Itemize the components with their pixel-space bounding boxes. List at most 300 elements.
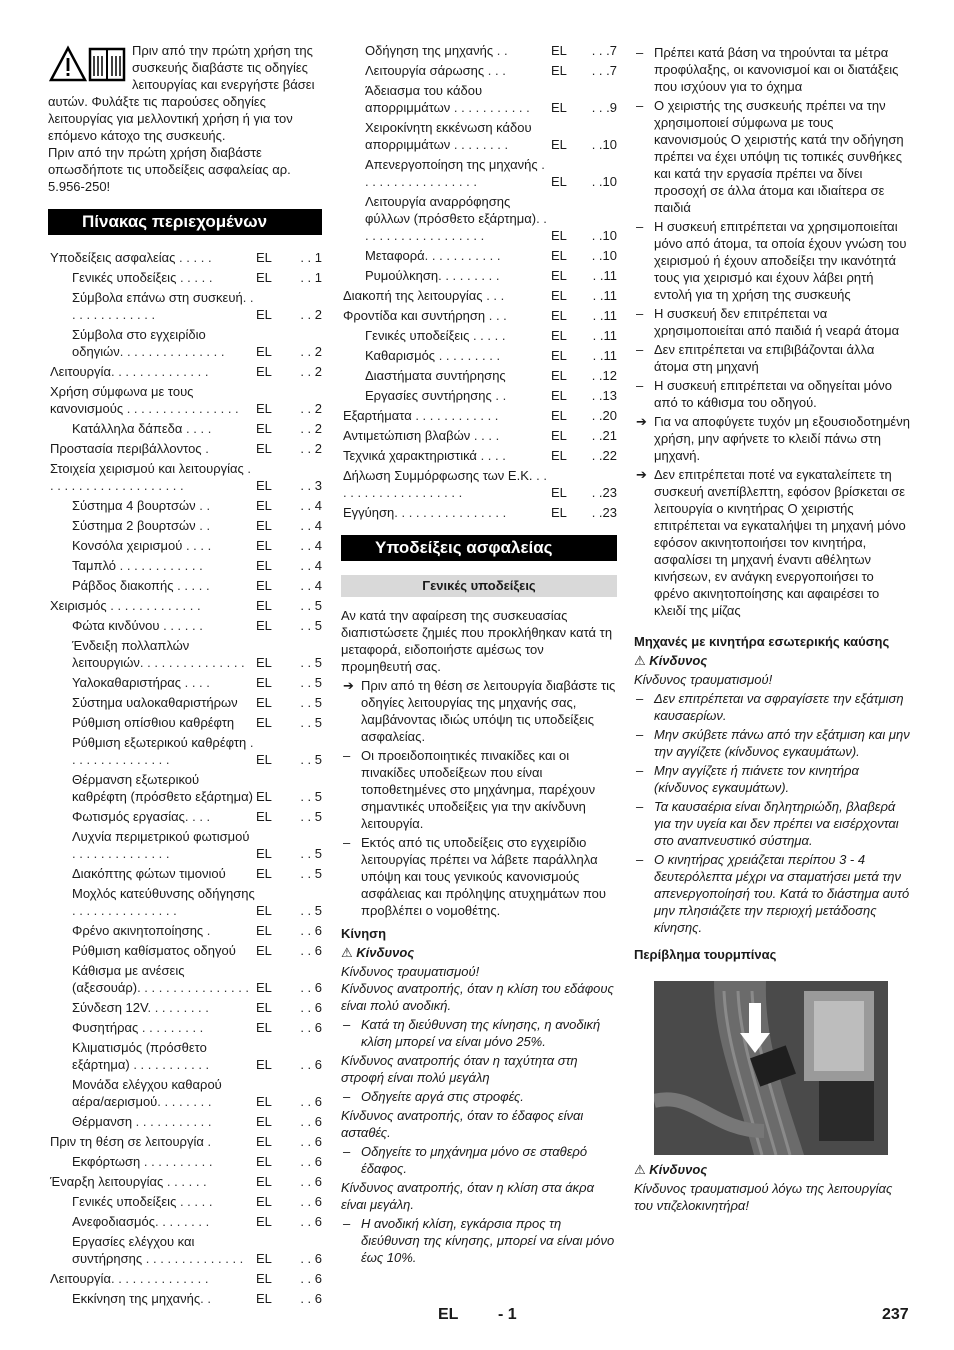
toc-entry-lang: EL [256, 364, 272, 379]
dash-marker: – [636, 763, 644, 778]
bullet-text: Η συσκευή επιτρέπεται να οδηγείται μόνο από το κάθισμα του οδηγού. [654, 378, 893, 410]
toc-entry-page: . .10 [591, 174, 617, 189]
toc-entry-page: . . 2 [300, 344, 322, 359]
warning-manual-icon [48, 44, 128, 84]
engine-instruction-text: Μην σκύβετε πάνω από την εξάτμιση και μην την αγγίζετε (κίνδυνος εγκαυμάτων). [654, 727, 910, 759]
toc-entry-text: Διαστήματα συντήρησης [365, 368, 506, 383]
toc-entry-dots: . . . . . . . . . . . . [411, 408, 499, 423]
toc-entry-lang: EL [551, 228, 567, 243]
toc-entry-text: Αντιμετώπιση βλαβών [343, 428, 471, 443]
column-middle [341, 42, 617, 1268]
toc-entry-page: . .12 [591, 368, 617, 383]
toc-entry-page: . . 4 [300, 498, 322, 513]
toc-entry-page: . . 5 [300, 809, 322, 824]
toc-entry-title [50, 383, 256, 417]
toc-entry-text: Φωτισμός εργασίας [72, 809, 185, 824]
toc-entry[interactable] [341, 367, 617, 384]
toc-entry-text: Γενικές υποδείξεις [72, 1194, 177, 1209]
toc-entry-title [72, 771, 256, 805]
toc-entry-lang: EL [256, 478, 272, 493]
toc-entry-title [50, 363, 256, 380]
toc-entry-text: Εργασίες ελέγχου και συντήρησης [72, 1234, 195, 1266]
toc-entry-dots: . . . . . . . . [450, 137, 509, 152]
toc-entry-text: Ταμπλό [72, 558, 117, 573]
toc-entry-text: Απενεργοποίηση της μηχανής [365, 157, 538, 172]
engine-photo-illustration [654, 981, 888, 1155]
bullet-text: Η συσκευή δεν επιτρέπεται να χρησιμοποιείται από παιδιά ή νεαρά άτομα [654, 306, 900, 338]
toc-entry[interactable] [48, 537, 322, 554]
toc-entry-title [50, 1173, 256, 1190]
toc-entry-lang: EL [256, 1114, 272, 1129]
toc-entry-text: Υποδείξεις ασφαλείας [50, 250, 176, 265]
toc-entry-title [72, 537, 256, 554]
toc-entry-text: Θέρμανση εξωτερικού καθρέφτη (πρόσθετο εξάρτημα) [72, 772, 253, 804]
bullet-text: Δεν επιτρέπεται ποτέ να εγκαταλείπετε τη συσκευή ανεπίβλεπτη, εφόσον βρίσκεται σε λειτουργία ο κινητήρας Ο χειριστής επιτρέπεται να εγκαταλήψει τη μηχανή μόνο εφόσον ακινητοποιήσει τον κινητήρα, ασφαλίσει τη μηχανή έναντι αθέλητων κινήσεων, εν ανάγκη ενεργοποιήσει το φρένο ακινητοποίησης και αφαιρέσει το κλειδί της μίζας [654, 467, 906, 618]
toc-entry[interactable] [48, 383, 322, 417]
toc-entry-lang: EL [551, 268, 567, 283]
toc-entry-dots: . [201, 441, 209, 456]
toc-entry[interactable] [48, 865, 322, 882]
toc-entry-text: Εργασίες συντήρησης [365, 388, 492, 403]
toc-entry-page: . . 2 [300, 421, 322, 436]
toc-entry-title [72, 714, 256, 731]
toc-entry[interactable] [48, 1233, 322, 1267]
toc-entry-lang: EL [256, 1291, 272, 1306]
toc-entry-page: . . 2 [300, 364, 322, 379]
toc-entry-text: Πριν τη θέση σε λειτουργία [50, 1134, 204, 1149]
intro-paragraph: Πριν από την πρώτη χρήση της συσκευής διαβάστε τις οδηγίες λειτουργίας και ενεργήστε βάσει αυτών. Φυλάξτε τις παρούσες οδηγίες λειτουργίας για μελλοντική χρήση ή για τον επόμενο κάτοχο της συσκευής. [48, 43, 315, 143]
toc-entry-page: . . 6 [300, 1114, 322, 1129]
toc-entry-title [72, 962, 256, 996]
toc-entry-page: . . 6 [300, 1214, 322, 1229]
toc-entry-page: . .22 [591, 448, 617, 463]
toc-entry[interactable] [48, 440, 322, 457]
toc-entry-dots: . . . . [182, 538, 212, 553]
toc-entry-page: . . 5 [300, 866, 322, 881]
toc-entry-page: . . 5 [300, 598, 322, 613]
toc-entry[interactable] [341, 504, 617, 521]
toc-entry-page: . . 5 [300, 789, 322, 804]
toc-entry[interactable] [48, 1213, 322, 1230]
engine-instruction [634, 762, 910, 796]
bullet-item [634, 44, 910, 95]
toc-entry[interactable] [48, 363, 322, 380]
motion-danger [341, 944, 617, 961]
toc-entry-title [72, 420, 256, 437]
bullet-text: Πριν από τη θέση σε λειτουργία διαβάστε τις οδηγίες λειτουργίας της μηχανής σας, λαμβάνοντας ιδιώς υπόψη τις υποδείξεις ασφαλείας. [361, 678, 616, 744]
safety-section-title: Υποδείξεις ασφαλείας [341, 535, 617, 561]
toc-entry-lang: EL [256, 1214, 272, 1229]
toc-entry-text: Σύστημα 4 βουρτσών [72, 498, 196, 513]
toc-entry-page: . . 5 [300, 695, 322, 710]
toc-entry[interactable] [341, 247, 617, 264]
toc-entry[interactable] [48, 674, 322, 691]
toc-entry-lang: EL [256, 307, 272, 322]
toc-entry-dots: . . . . . . . . . . . . . . . [119, 344, 225, 359]
toc-entry-lang: EL [551, 428, 567, 443]
dash-marker: – [343, 1089, 351, 1104]
bullet-marker: – [343, 748, 351, 763]
toc-entry-page: . .11 [592, 308, 617, 323]
toc-entry-text: Θέρμανση [72, 1114, 133, 1129]
intro-paragraph-safety: Πριν από την πρώτη χρήση διαβάστε οπωσδήποτε τις υποδείξεις ασφαλείας αρ. 5.956-250! [48, 145, 291, 194]
toc-entry-dots: . [203, 1134, 212, 1149]
toc-entry-dots: . . . . . . . . . . . [129, 1057, 210, 1072]
toc-entry-lang: EL [551, 408, 567, 423]
toc-entry-title [72, 326, 256, 360]
toc-entry-dots: . . . . . [173, 578, 210, 593]
toc-entry[interactable] [48, 517, 322, 534]
toc-entry-lang: EL [551, 505, 567, 520]
toc-entry-dots: . . . . . [176, 270, 213, 285]
toc-entry-title [343, 467, 551, 501]
toc-entry-page: . . 6 [300, 1000, 322, 1015]
toc-entry-lang: EL [256, 923, 272, 938]
dash-marker: – [636, 727, 644, 742]
toc-entry[interactable] [48, 1113, 322, 1130]
toc-entry-dots: . . . . . . . . . [147, 1000, 209, 1015]
toc-entry-text: Φροντίδα και συντήρηση [343, 308, 486, 323]
toc-entry[interactable] [341, 347, 617, 364]
engines-lead: Κίνδυνος τραυματισμού! [634, 672, 773, 687]
toc-entry-page: . . 6 [300, 1194, 322, 1209]
toc-entry-text: Κονσόλα χειρισμού [72, 538, 183, 553]
toc-entry[interactable] [48, 249, 322, 266]
toc-entry-text: Διακόπτης φώτων τιμονιού [72, 866, 226, 881]
toc-entry-text: Χρήση σύμφωνα με τους κανονισμούς [50, 384, 194, 416]
bullet-text: Δεν επιτρέπεται να επιβιβάζονται άλλα άτομα στη μηχανή [654, 342, 875, 374]
bullet-item [341, 677, 617, 745]
toc-entry[interactable] [48, 828, 322, 862]
toc-entry[interactable] [341, 407, 617, 424]
bullet-marker: – [636, 219, 644, 234]
general-subsection-title: Γενικές υποδείξεις [341, 575, 617, 597]
toc-entry-title [72, 617, 256, 634]
bullet-text: Εκτός από τις υποδείξεις στο εγχειρίδιο λειτουργίας πρέπει να λάβετε παράλληλα υπόψη και τους γενικούς κανονισμούς ασφάλειας και πρόληψης ατυχημάτων που προβλέπει ο νομοθέτης. [361, 835, 607, 918]
toc-entry-lang: EL [256, 344, 272, 359]
bullet-marker: – [636, 342, 644, 357]
toc-entry-title [365, 347, 551, 364]
toc-entry-dots: . . [491, 388, 507, 403]
toc-entry-dots: . . . . . [175, 250, 212, 265]
toc-entry[interactable] [48, 1193, 322, 1210]
toc-entry[interactable] [341, 267, 617, 284]
toc-entry[interactable] [48, 617, 322, 634]
toc-entry[interactable] [341, 387, 617, 404]
toc-entry-title [365, 62, 551, 79]
toc-entry[interactable] [48, 714, 322, 731]
toc-entry-lang: EL [256, 618, 272, 633]
toc-entry[interactable] [48, 460, 322, 494]
toc-entry-title [72, 269, 256, 286]
toc-entry-page: . . 5 [300, 675, 322, 690]
toc-entry-title [50, 460, 256, 494]
bullet-text: Η συσκευή επιτρέπεται να χρησιμοποιείται μόνο από άτομα, τα οποία έχουν γνώση του χειρισμού ή έχουν αποδείξει την ικανότητά τους για χειρισμό και έχουν λάβει ρητή εντολή για τη χρήση της συσκευής [654, 219, 907, 302]
toc-entry-dots: . . . . [182, 421, 212, 436]
bullet-item [634, 218, 910, 303]
toc-entry[interactable] [341, 42, 617, 59]
toc-entry[interactable] [48, 577, 322, 594]
toc-entry-dots: . . . . . [176, 1194, 213, 1209]
toc-entry[interactable] [48, 999, 322, 1016]
toc-entry-lang: EL [551, 348, 567, 363]
bullet-marker: – [636, 378, 644, 393]
toc-entry[interactable] [48, 269, 322, 286]
toc-entry[interactable] [48, 289, 322, 323]
toc-entry-text: Ράβδος διακοπής [72, 578, 174, 593]
toc-entry[interactable] [48, 1039, 322, 1073]
toc-entry-dots: . . . . [181, 675, 210, 690]
motion-risk: Κίνδυνος ανατροπής, όταν το έδαφος είναι ασταθές. [341, 1108, 584, 1140]
bullet-text: Οι προειδοποιητικές πινακίδες και οι πινακίδες υποδείξεων που είναι τοποθετημένες στο μηχάνημα, παρέχουν σημαντικές υποδείξεις για την ακίνδυνη λειτουργία. [361, 748, 596, 831]
toc-entry-lang: EL [256, 1057, 272, 1072]
toc-entry[interactable] [48, 942, 322, 959]
toc-entry-lang: EL [256, 846, 272, 861]
toc-entry-dots: . . . . . [469, 328, 506, 343]
toc-entry-lang: EL [256, 1020, 272, 1035]
toc-entry-title [72, 1233, 256, 1267]
toc-entry-dots: . . . . . . [163, 1174, 207, 1189]
toc-entry-page: . . .7 [591, 43, 617, 58]
toc-entry[interactable] [48, 1290, 322, 1307]
toc-entry-text: Έναρξη λειτουργίας [50, 1174, 164, 1189]
engines-danger [634, 652, 910, 669]
toc-entry-page: . . 6 [300, 1154, 322, 1169]
toc-entry-dots: . . [200, 1291, 211, 1306]
dash-marker: – [343, 1017, 351, 1032]
dash-marker: – [343, 1144, 351, 1159]
toc-entry-title [72, 1153, 256, 1170]
bullet-item [634, 97, 910, 216]
toc-entry-dots: . . . [484, 63, 506, 78]
toc-entry-title [72, 828, 256, 862]
toc-entry[interactable] [341, 427, 617, 444]
toc-entry-page: . . 5 [300, 618, 322, 633]
toc-entry-title [343, 407, 551, 424]
toc-entry-dots: . . . . . . [159, 618, 203, 633]
toc-entry[interactable] [48, 1173, 322, 1190]
toc-entry-page: . .11 [592, 348, 617, 363]
dash-marker: – [636, 852, 644, 867]
toc-entry-lang: EL [256, 752, 272, 767]
toc-entry[interactable] [48, 597, 322, 614]
toc-entry[interactable] [341, 467, 617, 501]
toc-entry-page: . .13 [591, 388, 617, 403]
toc-entry[interactable] [341, 82, 617, 116]
warning-triangle-icon: ⚠ [634, 1162, 646, 1177]
toc-entry-text: Σύνδεση 12V [72, 1000, 148, 1015]
toc-entry-page: . . 2 [300, 307, 322, 322]
bullet-item [341, 834, 617, 919]
motion-instruction-text: Οδηγείτε το μηχάνημα μόνο σε σταθερό έδαφος. [361, 1144, 588, 1176]
toc-entry-dots: . . . . . . . . . . . . . . . [72, 903, 177, 918]
toc-entry[interactable] [48, 420, 322, 437]
toc-entry-text: Λειτουργία αναρρόφησης φύλλων (πρόσθετο εξάρτημα) [365, 194, 537, 226]
bullet-item [634, 413, 910, 464]
bullet-item [341, 747, 617, 832]
toc-entry-text: Φυσητήρας [72, 1020, 139, 1035]
toc-entry-text: Εξαρτήματα [343, 408, 412, 423]
toc-entry[interactable] [341, 307, 617, 324]
toc-entry-title [50, 249, 256, 266]
toc-entry[interactable] [48, 922, 322, 939]
toc-entry[interactable] [48, 1133, 322, 1150]
toc-entry-lang: EL [551, 288, 567, 303]
toc-entry-lang: EL [551, 388, 567, 403]
toc-entry-text: Χειρισμός [50, 598, 107, 613]
motion-risk: Κίνδυνος ανατροπής, όταν η κλίση του εδάφους είναι πολύ ανοδική. [341, 981, 614, 1013]
toc-entry[interactable] [48, 1076, 322, 1110]
toc-entry-text: Λειτουργία [50, 364, 111, 379]
toc-entry-title [50, 1133, 256, 1150]
toc-entry-dots: . . . . . . . . . . . . . . [72, 846, 170, 861]
toc-entry-lang: EL [551, 308, 567, 323]
toc-entry[interactable] [48, 694, 322, 711]
toc-entry-page: . . 6 [300, 1174, 322, 1189]
toc-entry-text: Κατάλληλα δάπεδα [72, 421, 183, 436]
toc-entry-lang: EL [256, 498, 272, 513]
engine-instruction-text: Δεν επιτρέπεται να σφραγίσετε την εξάτμιση καυσαερίων. [654, 691, 904, 723]
toc-entry-title [72, 1193, 256, 1210]
toc-entry-dots: . . . . . . . . [155, 1214, 210, 1229]
toc-entry-dots: . . . . . . . . [157, 1094, 212, 1109]
toc-entry-text: Εγγύηση [343, 505, 395, 520]
toc-entry-page: . . 1 [300, 270, 322, 285]
toc-entry-page: . . 6 [300, 943, 322, 958]
bullet-text: Ο χειριστής της συσκευής πρέπει να την χρησιμοποιεί σύμφωνα με τους κανονισμούς Ο χειριστής κατά την οδήγηση πρέπει να έχει υπόψη τις τοπικές συνθήκες και κατά την εργασία πρέπει να δίνει προσοχή σε άλλα άτομα και ιδιαίτερα σε παιδιά [654, 98, 904, 215]
toc-entry[interactable] [341, 447, 617, 464]
engine-instruction-text: Τα καυσαέρια είναι δηλητηριώδη, βλαβερά για την υγεία και δεν πρέπει να εισέρχονται στο αναπνευστικό σύστημα. [654, 799, 899, 848]
toc-entry[interactable] [48, 497, 322, 514]
toc-entry-page: . . 4 [300, 518, 322, 533]
toc-entry-title [72, 694, 256, 711]
toc-entry-page: . . 6 [300, 1251, 322, 1266]
toc-entry-page: . . 2 [300, 401, 322, 416]
toc-entry-text: Φρένο ακινητοποίησης [72, 923, 204, 938]
toc-entry-lang: EL [256, 675, 272, 690]
toc-entry-lang: EL [551, 100, 567, 115]
toc-entry-title [50, 1270, 256, 1287]
toc-entry-page: . .23 [591, 485, 617, 500]
toc-entry[interactable] [48, 734, 322, 768]
toc-entry-title [72, 674, 256, 691]
toc-entry-text: Σύμβολα επάνω στη συσκευή [72, 290, 243, 305]
motion-risk: Κίνδυνος τραυματισμού! [341, 964, 480, 979]
toc-entry[interactable] [48, 808, 322, 825]
motion-risk: Κίνδυνος ανατροπής όταν η ταχύτητα στη στροφή είναι πολύ μεγάλη [341, 1053, 578, 1085]
toc-entry-lang: EL [256, 809, 272, 824]
toc-entry-title [365, 42, 551, 59]
toc-entry-lang: EL [551, 63, 567, 78]
toc-list-middle [341, 42, 617, 521]
bullet-marker: – [636, 98, 644, 113]
toc-entry[interactable] [48, 1019, 322, 1036]
toc-entry-dots: . . . . . . . . . . . . . . . . [123, 401, 239, 416]
motion-risk: Κίνδυνος ανατροπής, όταν η κλίση στα άκρα είναι μεγάλη. [341, 1180, 594, 1212]
toc-entry-page: . . 6 [300, 923, 322, 938]
toc-entry-page: . .20 [591, 408, 617, 423]
toc-entry-dots: . . [195, 518, 211, 533]
toc-entry[interactable] [341, 62, 617, 79]
toc-entry-text: Μονάδα ελέγχου καθαρού αέρα/αερισμού [72, 1077, 222, 1109]
toc-entry[interactable] [341, 193, 617, 244]
toc-entry-text: Ανεφοδιασμός [72, 1214, 156, 1229]
toc-entry[interactable] [341, 287, 617, 304]
toc-entry-title [343, 447, 551, 464]
toc-entry-title [72, 557, 256, 574]
toc-entry-page: . .10 [591, 137, 617, 152]
toc-entry-text: Γενικές υποδείξεις [365, 328, 470, 343]
toc-entry[interactable] [341, 327, 617, 344]
column-right [634, 42, 910, 1214]
turbine-text: Κίνδυνος τραυματισμού λόγω της λειτουργίας του ντιζελοκινητήρα! [634, 1181, 893, 1213]
toc-list-left [48, 249, 322, 1307]
toc-entry[interactable] [48, 771, 322, 805]
toc-entry-dots: . . . . . . . . . [138, 1020, 204, 1035]
general-paragraph: Αν κατά την αφαίρεση της συσκευασίας διαπιστώσετε ζημιές που προκλήθηκαν κατά τη μεταφορά, ειδοποιήστε αμέσως τον προμηθευτή σας. [341, 608, 613, 674]
bullet-marker: ➔ [636, 467, 647, 482]
toc-entry[interactable] [48, 885, 322, 919]
toc-entry[interactable] [48, 326, 322, 360]
toc-entry-page: . . 3 [300, 478, 322, 493]
toc-entry-title [72, 497, 256, 514]
toc-entry[interactable] [341, 156, 617, 190]
toc-entry-dots: . . . . . . . . . . [140, 1154, 213, 1169]
safety-items [634, 44, 910, 619]
toc-entry-title [72, 289, 256, 323]
toc-entry[interactable] [48, 637, 322, 671]
toc-entry-text: Σύστημα 2 βουρτσών [72, 518, 196, 533]
toc-entry-title [72, 808, 256, 825]
toc-entry-dots: . . . . . . . . . . . . . . [110, 1271, 209, 1286]
general-items [341, 677, 617, 919]
toc-entry-page: . . 4 [300, 558, 322, 573]
toc-entry[interactable] [48, 557, 322, 574]
toc-entry-dots: . . . . . . . . . . . . . . . [139, 655, 245, 670]
toc-entry-text: Διακοπή της λειτουργίας [343, 288, 483, 303]
toc-entry-text: Γενικές υποδείξεις [72, 270, 177, 285]
bullet-text: Για να αποφύγετε τυχόν μη εξουσιοδοτημένη χρήση, μην αφήνετε το κλειδί πάνω στη μηχανή. [654, 414, 910, 463]
toc-entry-lang: EL [256, 943, 272, 958]
toc-entry-text: Κλιματισμός (πρόσθετο εξάρτημα) [72, 1040, 207, 1072]
toc-entry-title [72, 942, 256, 959]
toc-entry[interactable] [48, 962, 322, 996]
toc-entry[interactable] [48, 1270, 322, 1287]
toc-entry-lang: EL [256, 441, 272, 456]
toc-entry-lang: EL [256, 695, 272, 710]
toc-entry-text: Εκφόρτωση [72, 1154, 141, 1169]
toc-entry-title [72, 517, 256, 534]
toc-entry-title [365, 119, 551, 153]
bullet-marker: – [636, 45, 644, 60]
toc-entry-text: Λυχνία περιμετρικού φωτισμού [72, 829, 250, 844]
toc-entry-page: . . .9 [591, 100, 617, 115]
toc-entry-page: . . 6 [300, 1094, 322, 1109]
bullet-item [634, 377, 910, 411]
toc-entry-title [72, 1019, 256, 1036]
toc-entry-dots: . . . . . . . . . . . . . . . [72, 735, 254, 767]
toc-entry-dots: . . . . . . . . . . . [132, 1114, 212, 1129]
toc-entry-title [343, 307, 551, 324]
toc-entry-page: . . 6 [300, 1020, 322, 1035]
toc-entry[interactable] [341, 119, 617, 153]
toc-entry-dots: . . . . . . . . . . . [450, 100, 530, 115]
toc-entry-text: Καθαρισμός [365, 348, 436, 363]
motion-danger-label: Κίνδυνος [356, 945, 415, 960]
toc-entry[interactable] [48, 1153, 322, 1170]
toc-entry-page: . .23 [591, 505, 617, 520]
toc-title: Πίνακας περιεχομένων [48, 209, 322, 235]
